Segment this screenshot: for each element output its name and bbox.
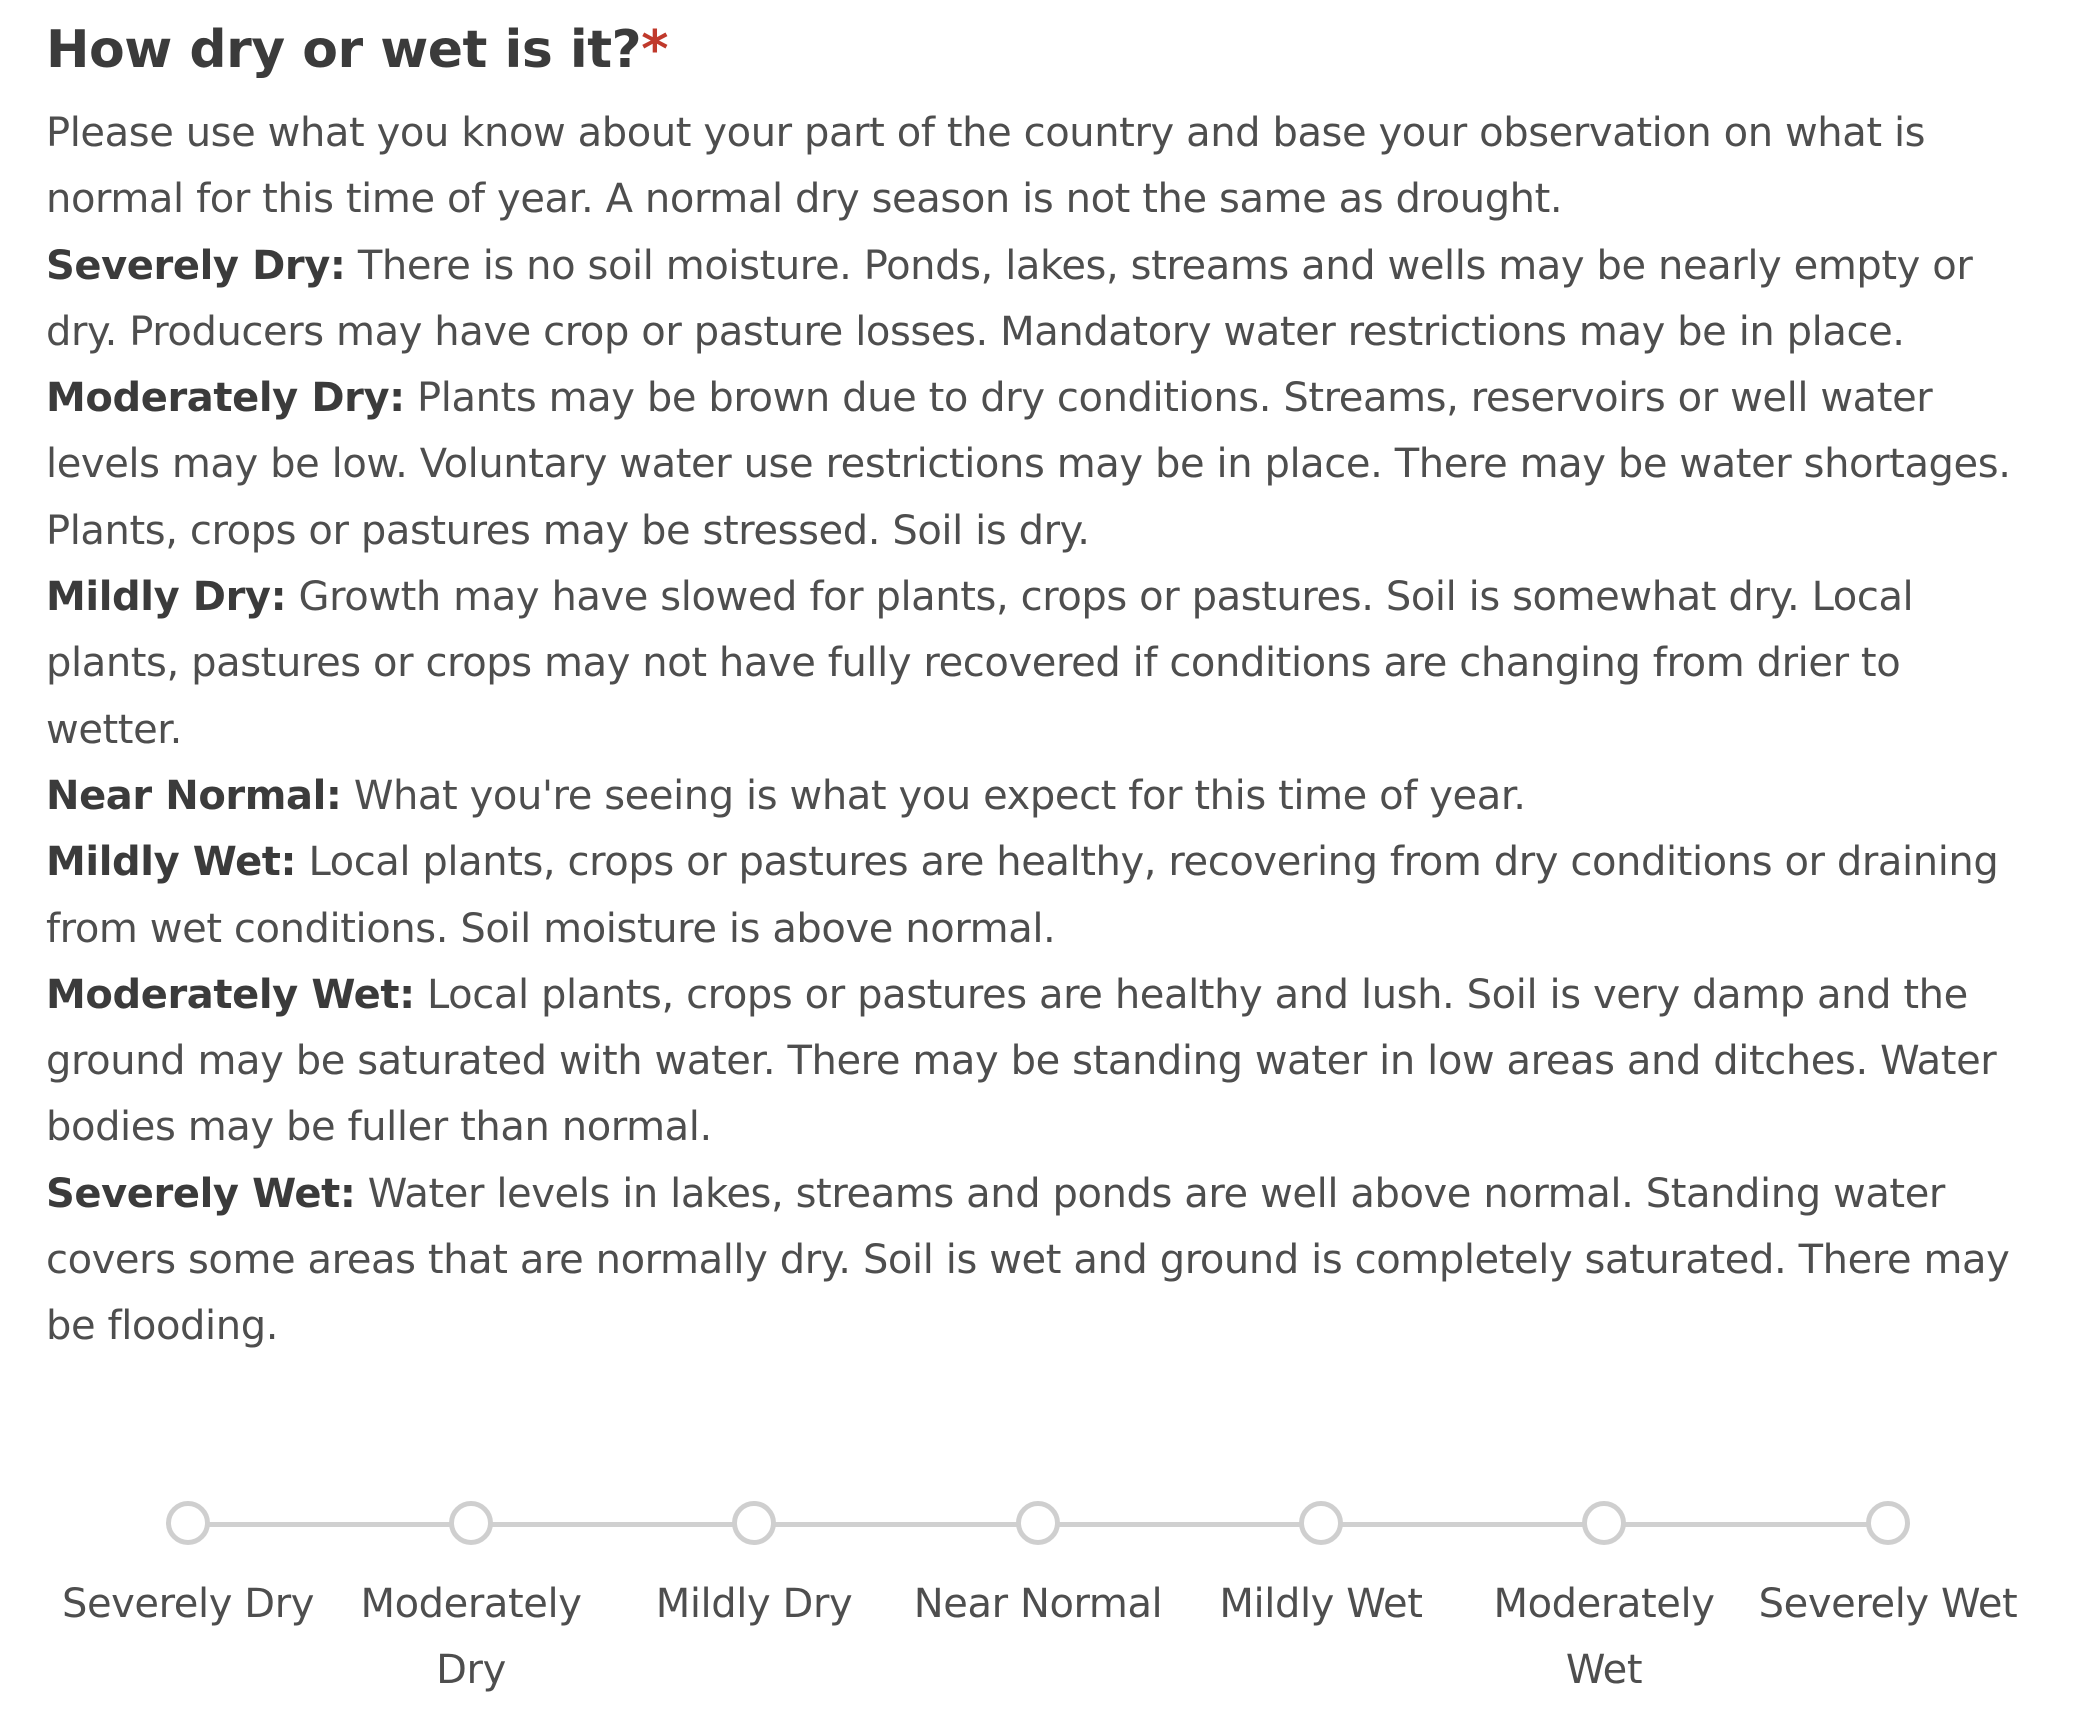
scale-option-label[interactable]: Moderately Wet bbox=[1493, 1581, 1715, 1693]
radio-circle-icon[interactable] bbox=[1299, 1501, 1343, 1545]
definition-mildly-wet bbox=[46, 829, 2046, 962]
definition-term: Moderately Wet: bbox=[46, 971, 415, 1018]
definition-text: Plants may be brown due to dry conditions. Streams, reservoirs or well water levels may be low. Voluntary water use restrictions may be in place. There may be water shortages. Plants, crops or pastures may be stressed. Soil is dry. bbox=[46, 375, 2011, 554]
definition-term: Moderately Dry: bbox=[46, 375, 405, 422]
definition-text: What you're seeing is what you expect for this time of year. bbox=[341, 772, 1526, 819]
radio-circle-icon[interactable] bbox=[1016, 1501, 1060, 1545]
question-description bbox=[46, 100, 2046, 1360]
radio-circle-icon[interactable] bbox=[1866, 1501, 1910, 1545]
scale-option-label[interactable]: Severely Wet bbox=[1758, 1581, 2018, 1627]
definition-near-normal bbox=[46, 763, 2046, 829]
definition-text: There is no soil moisture. Ponds, lakes, streams and wells may be nearly empty or dry. Producers may have crop or pasture losses. Mandatory water restrictions may be in place. bbox=[46, 242, 1973, 355]
question-title-text: How dry or wet is it? bbox=[46, 20, 642, 80]
radio-circle-icon[interactable] bbox=[732, 1501, 776, 1545]
definition-text: Growth may have slowed for plants, crops or pastures. Soil is somewhat dry. Local plants, pastures or crops may not have fully recovered if conditions are changing from drier to wetter. bbox=[46, 574, 1914, 753]
definition-mildly-dry bbox=[46, 564, 2046, 763]
definition-term: Severely Dry: bbox=[46, 242, 346, 289]
radio-circle-icon[interactable] bbox=[1582, 1501, 1626, 1545]
radio-circle-icon[interactable] bbox=[449, 1501, 493, 1545]
scale-option-label[interactable]: Mildly Wet bbox=[1219, 1581, 1423, 1627]
scale-option-severely-wet[interactable] bbox=[1748, 1490, 2028, 1637]
required-marker: * bbox=[641, 20, 668, 80]
scale-option-mildly-dry[interactable] bbox=[614, 1490, 894, 1637]
scale-option-label[interactable]: Moderately Dry bbox=[360, 1581, 582, 1693]
scale-option-label[interactable]: Severely Dry bbox=[61, 1581, 315, 1627]
scale-option-moderately-wet[interactable] bbox=[1464, 1490, 1744, 1703]
scale-option-label[interactable]: Near Normal bbox=[913, 1581, 1163, 1627]
scale-option-near-normal[interactable] bbox=[898, 1490, 1178, 1637]
definition-text: Local plants, crops or pastures are healthy and lush. Soil is very damp and the ground may be saturated with water. There may be standing water in low areas and ditches. Water bodies may be fuller than normal. bbox=[46, 971, 1997, 1151]
definition-term: Mildly Dry: bbox=[46, 574, 287, 621]
scale-option-moderately-dry[interactable] bbox=[331, 1490, 611, 1703]
scale-option-label[interactable]: Mildly Dry bbox=[655, 1581, 853, 1627]
definition-moderately-wet bbox=[46, 962, 2046, 1161]
scale-option-severely-dry[interactable] bbox=[48, 1490, 328, 1637]
definition-term: Severely Wet: bbox=[46, 1170, 356, 1217]
question-block bbox=[46, 0, 2046, 1360]
definition-moderately-dry bbox=[46, 365, 2046, 564]
radio-circle-icon[interactable] bbox=[166, 1501, 210, 1545]
definition-term: Mildly Wet: bbox=[46, 839, 297, 886]
definition-severely-wet bbox=[46, 1161, 2046, 1360]
definition-term: Near Normal: bbox=[46, 772, 342, 819]
intro-text: Please use what you know about your part of the country and base your observation on what is normal for this time of year. A normal dry season is not the same as drought. bbox=[46, 110, 1926, 223]
definition-text: Water levels in lakes, streams and ponds are well above normal. Standing water covers some areas that are normally dry. Soil is wet and ground is completely saturated. There may be flooding. bbox=[46, 1170, 2010, 1350]
question-title bbox=[46, 0, 2046, 86]
scale-option-mildly-wet[interactable] bbox=[1181, 1490, 1461, 1637]
dry-wet-scale bbox=[46, 1490, 2046, 1710]
definition-severely-dry bbox=[46, 233, 2046, 366]
definition-text: Local plants, crops or pastures are healthy, recovering from dry conditions or draining from wet conditions. Soil moisture is above normal. bbox=[46, 839, 1999, 952]
